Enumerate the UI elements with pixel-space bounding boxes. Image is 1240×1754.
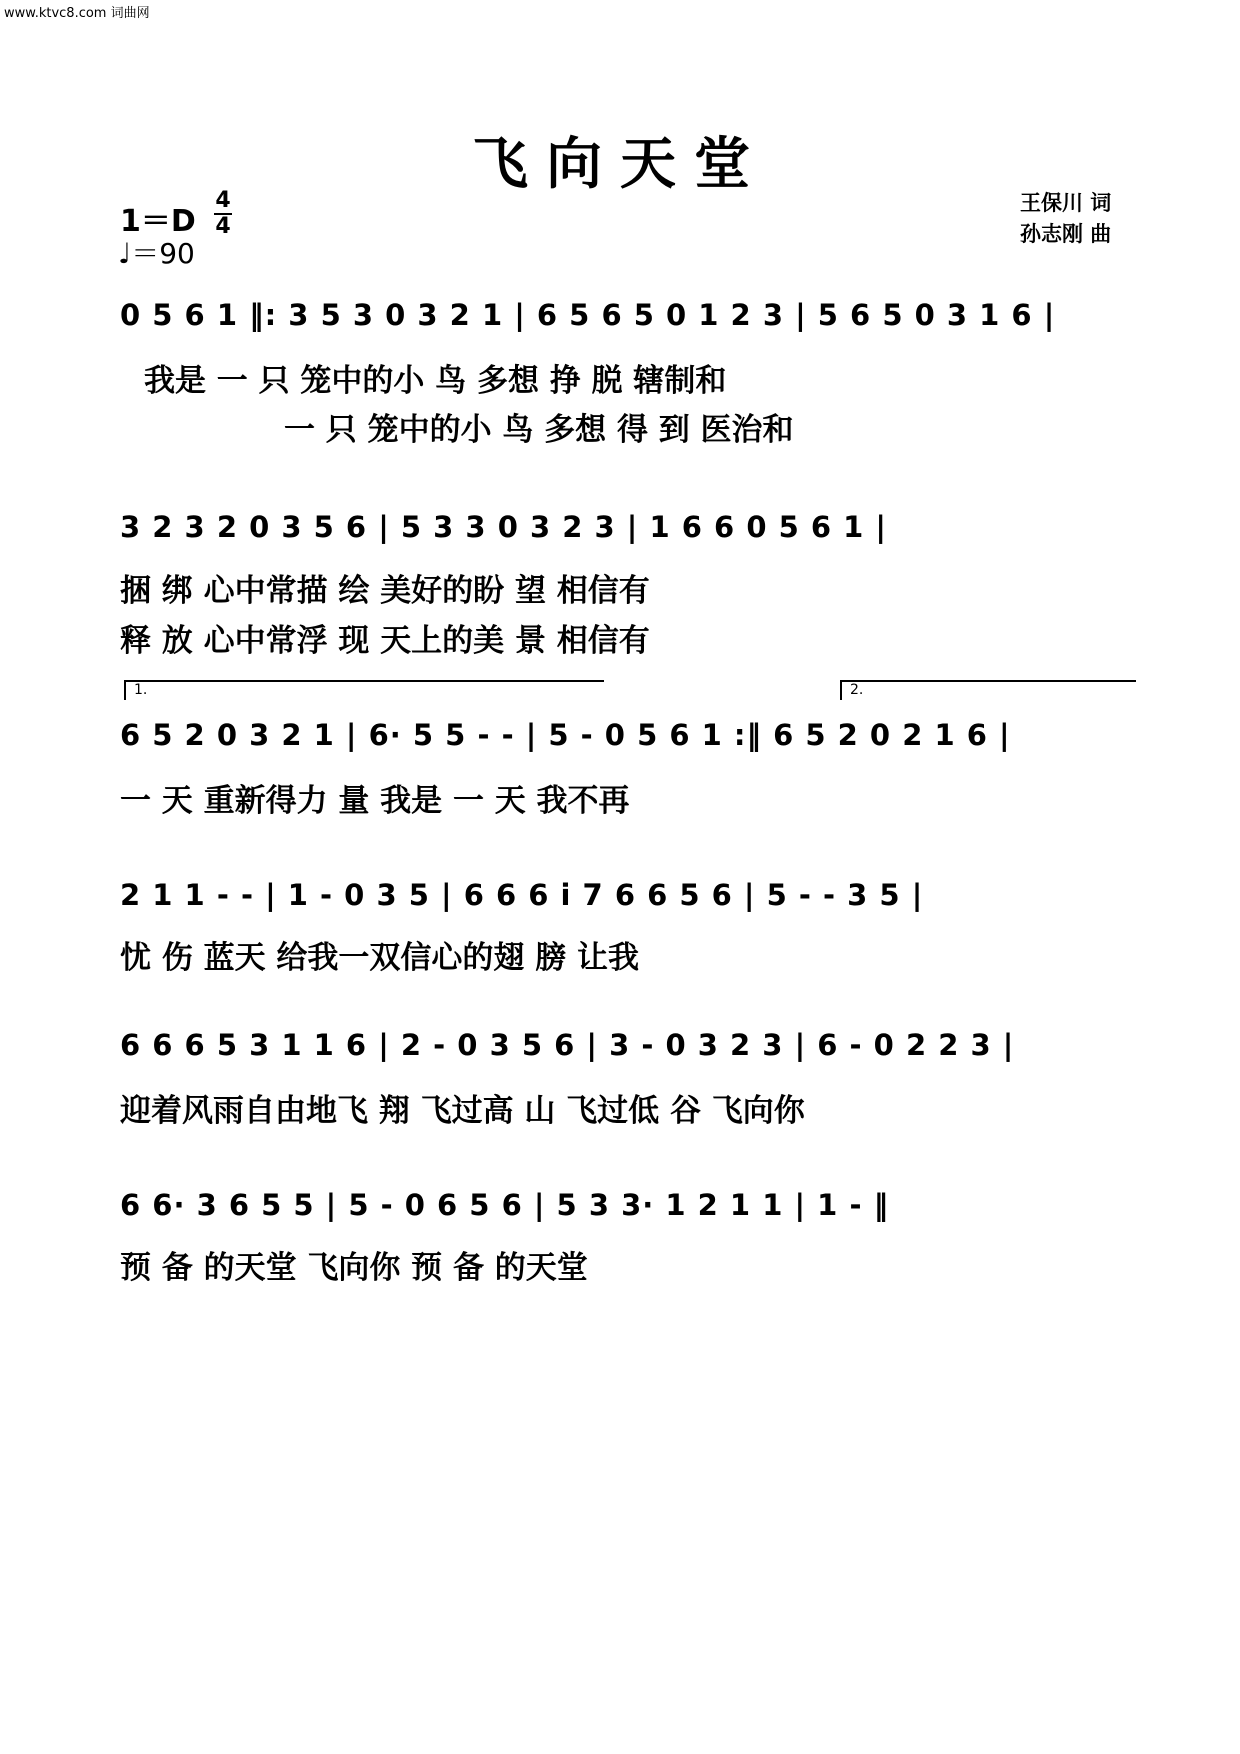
lyrics-line-4: 忧 伤 蓝天 给我一双信心的翅 膀 让我 — [120, 940, 639, 976]
lyrics-line-2-verse-1: 捆 绑 心中常描 绘 美好的盼 望 相信有 — [120, 573, 650, 609]
song-title: 飞向天堂 — [472, 132, 768, 197]
notation-line-1: 0 5 6 1 ‖: 3 5 3 0 3 2 1 | 6 5 6 5 0 1 2 3 | 5 6 5 0 3 1 6 | — [120, 298, 1056, 332]
notation-line-5: 6 6 6 5 3 1 1 6 | 2 - 0 3 5 6 | 3 - 0 3 2 3 | 6 - 0 2 2 3 | — [120, 1028, 1015, 1062]
tempo-mark: ♩＝90 — [118, 237, 195, 270]
notation-line-6: 6 6· 3 6 5 5 | 5 - 0 6 5 6 | 5 3 3· 1 2 1 1 | 1 - ‖ — [120, 1188, 890, 1222]
volta-2: 2. — [840, 680, 1136, 700]
lyrics-line-3: 一 天 重新得力 量 我是 一 天 我不再 — [120, 783, 630, 819]
lyrics-line-6: 预 备 的天堂 飞向你 预 备 的天堂 — [120, 1250, 588, 1286]
key-signature: 1＝D — [120, 204, 196, 239]
notation-line-4: 2 1 1 - - | 1 - 0 3 5 | 6 6 6 i 7 6 6 5 6 | 5 - - 3 5 | — [120, 878, 924, 912]
lyricist-credit: 王保川 词 — [1020, 191, 1112, 215]
lyrics-line-1-verse-1: 我是 一 只 笼中的小 鸟 多想 挣 脱 辖制和 — [144, 363, 727, 399]
notation-line-2: 3 2 3 2 0 3 5 6 | 5 3 3 0 3 2 3 | 1 6 6 0 5 6 1 | — [120, 510, 888, 544]
lyrics-line-5: 迎着风雨自由地飞 翔 飞过高 山 飞过低 谷 飞向你 — [120, 1093, 805, 1129]
time-signature-top: 4 — [215, 188, 231, 213]
composer-credit: 孙志刚 曲 — [1020, 222, 1112, 246]
volta-1: 1. — [124, 680, 604, 700]
notation-line-3: 6 5 2 0 3 2 1 | 6· 5 5 - - | 5 - 0 5 6 1 :‖ 6 5 2 0 2 1 6 | — [120, 718, 1011, 752]
lyrics-line-1-verse-2: 一 只 笼中的小 鸟 多想 得 到 医治和 — [284, 412, 794, 448]
time-signature-bottom: 4 — [215, 214, 231, 239]
source-watermark: www.ktvc8.com 词曲网 — [4, 6, 150, 21]
lyrics-line-2-verse-2: 释 放 心中常浮 现 天上的美 景 相信有 — [120, 623, 650, 659]
time-signature — [214, 190, 232, 238]
